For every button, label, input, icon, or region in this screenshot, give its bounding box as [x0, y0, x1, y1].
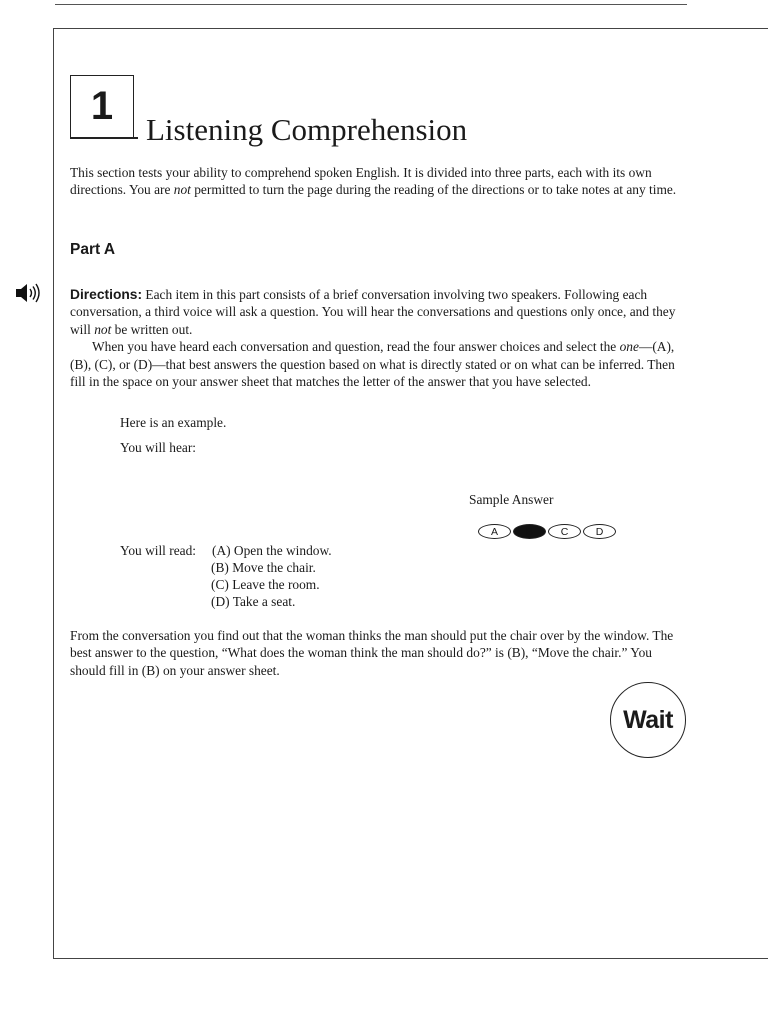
answer-bubble-d: D: [583, 524, 616, 539]
intro-paragraph: This section tests your ability to comprehend spoken English. It is divided into three parts, each with its own directions. You are not permitted to turn the page during the reading of the directions or to take notes at any time.: [70, 165, 677, 198]
answer-bubble-b: B: [513, 524, 546, 539]
will-hear-label: You will hear:: [120, 440, 197, 455]
sample-answer-bubbles: [478, 524, 616, 540]
answer-bubble-a: A: [478, 524, 511, 539]
top-rule: [55, 4, 687, 5]
choice-d: (D) Take a seat.: [211, 594, 296, 609]
chapter-underline: [70, 137, 138, 139]
answer-bubble-c: C: [548, 524, 581, 539]
will-read-label: You will read:: [120, 543, 197, 558]
wait-badge: Wait: [610, 682, 686, 758]
part-a-heading: Part A: [70, 241, 116, 258]
example-intro: Here is an example.: [120, 415, 227, 430]
choice-b: (B) Move the chair.: [211, 560, 316, 575]
chapter-title: Listening Comprehension: [146, 112, 468, 147]
explanation-paragraph: From the conversation you find out that the woman thinks the man should put the chair over by the window. The best answer to the question, “What does the woman think the man should do?” is (B), “Move the chair.” You should fill in (B) on your answer sheet.: [70, 628, 674, 678]
frame-left-border: [53, 28, 54, 958]
directions-text: Directions: Each item in this part consists of a brief conversation involving two speakers. Following each conversation, a third voice will ask a question. You will hear the conversations and questions only once, and they will not be written out. When you have heard each conversation and question, read the four answer choices and select the one—(A), (B), (C), or (D)—that best answers the question based on what is directly stated or on what can be inferred. Then fill in the space on your answer sheet that matches the letter of the answer that you have selected.: [70, 287, 676, 390]
directions-label: Directions:: [70, 287, 143, 302]
frame-bottom-border: [53, 958, 768, 959]
frame-top-border: [53, 28, 768, 29]
choice-c: (C) Leave the room.: [211, 577, 320, 592]
chapter-number: 1: [70, 75, 134, 138]
sample-answer-label: Sample Answer: [469, 492, 554, 507]
speaker-icon[interactable]: [15, 283, 45, 303]
choice-a: (A) Open the window.: [212, 543, 332, 558]
